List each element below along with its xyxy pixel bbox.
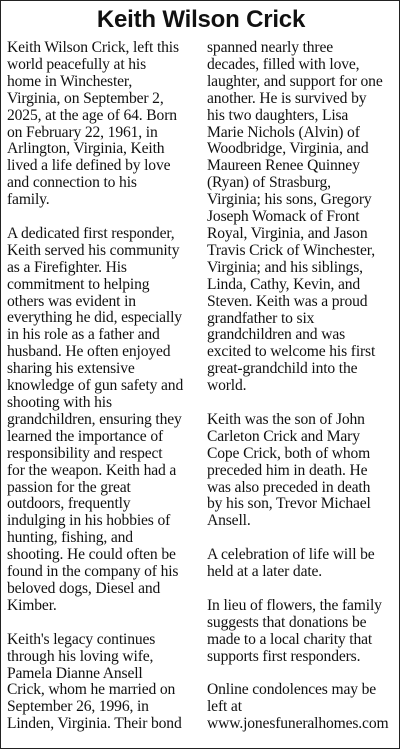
- text-line: left at: [207, 698, 242, 716]
- text-line: everything he did, especially: [7, 309, 182, 327]
- text-line: 2025, at the age of 64. Born: [7, 106, 177, 124]
- text-line: spanned nearly three: [207, 39, 334, 56]
- text-line: Virginia, on September 2,: [7, 89, 164, 107]
- text-line: indulging in his hobbies of: [7, 512, 171, 530]
- text-line: commitment to helping: [7, 275, 150, 293]
- paragraph-flowers: [207, 598, 400, 666]
- text-line: husband. He often enjoyed: [7, 343, 171, 361]
- text-line: A dedicated first responder,: [7, 224, 175, 242]
- text-line: Ansell.: [207, 512, 251, 530]
- text-line: beloved dogs, Diesel and: [7, 579, 161, 597]
- text-line: Travis Crick of Winchester,: [207, 241, 375, 259]
- text-line: for the weapon. Keith had a: [7, 461, 177, 479]
- text-line: suggests that donations be: [207, 613, 367, 631]
- text-line: supports first responders.: [207, 647, 361, 665]
- text-line: found in the company of his: [7, 563, 179, 581]
- text-line: made to a local charity that: [207, 630, 373, 648]
- obituary-title: Keith Wilson Crick: [96, 6, 306, 33]
- text-line: Woodbridge, Virginia, and: [207, 140, 369, 158]
- text-line: world peacefully at his: [7, 55, 147, 73]
- text-line: learned the importance of: [7, 427, 164, 445]
- text-line: Keith was the son of John: [207, 410, 365, 428]
- text-line: family.: [7, 191, 50, 209]
- text-line: shooting. He could often be: [7, 546, 176, 564]
- left-column: [7, 40, 201, 733]
- text-line: as a Firefighter. His: [7, 258, 127, 276]
- text-line: Linda, Cathy, Kevin, and: [207, 275, 361, 293]
- paragraph-survivors: [207, 40, 400, 395]
- text-line: decades, filled with love,: [207, 55, 360, 73]
- text-line: Cope Crick, both of whom: [207, 444, 371, 462]
- text-line: Joseph Womack of Front: [207, 208, 360, 226]
- paragraph-first-responder: [7, 226, 201, 615]
- paragraph-condolences: [207, 682, 400, 733]
- text-line: grandchildren and was: [207, 326, 346, 344]
- text-line: preceded him in death. He: [207, 461, 368, 479]
- text-line: Virginia; his sons, Gregory: [207, 191, 372, 209]
- text-line: passion for the great: [7, 478, 131, 496]
- text-line: Kimber.: [7, 596, 57, 614]
- text-line: Linden, Virginia. Their bond: [7, 715, 182, 733]
- condolences-website: www.jonesfuneralhomes.com: [207, 715, 389, 733]
- text-line: Royal, Virginia, and Jason: [207, 224, 368, 242]
- text-line: Keith served his community: [7, 241, 180, 259]
- text-line: Carleton Crick and Mary: [207, 427, 360, 445]
- paragraph-legacy: [7, 632, 201, 733]
- text-line: knowledge of gun safety and: [7, 377, 184, 395]
- text-line: Maureen Renee Quinney: [207, 157, 360, 175]
- text-line: Keith Wilson Crick, left this: [7, 39, 179, 56]
- text-line: Virginia; and his siblings,: [207, 258, 363, 276]
- text-line: September 26, 1996, in: [7, 698, 149, 716]
- text-line: by his son, Trevor Michael: [207, 495, 371, 513]
- text-line: held at a later date.: [207, 563, 323, 581]
- text-line: (Ryan) of Strasburg,: [207, 174, 331, 192]
- text-line: Marie Nichols (Alvin) of: [207, 123, 360, 141]
- text-line: shooting with his: [7, 394, 112, 412]
- text-line: outdoors, frequently: [7, 495, 131, 513]
- text-line: home in Winchester,: [7, 72, 133, 90]
- text-line: grandfather to six: [207, 309, 315, 327]
- text-line: world.: [207, 377, 247, 395]
- text-line: lived a life defined by love: [7, 157, 171, 175]
- paragraph-celebration: [207, 547, 400, 581]
- text-line: sharing his extensive: [7, 360, 135, 378]
- text-line: through his loving wife,: [7, 647, 154, 665]
- text-line: responsibility and respect: [7, 444, 163, 462]
- text-line: another. He is survived by: [207, 89, 367, 107]
- paragraph-parents: [207, 412, 400, 530]
- text-line: Crick, whom he married on: [7, 681, 176, 699]
- text-line: was also preceded in death: [207, 478, 371, 496]
- text-line: on February 22, 1961, in: [7, 123, 158, 141]
- text-line: his two daughters, Lisa: [207, 106, 349, 124]
- text-line: Steven. Keith was a proud: [207, 292, 368, 310]
- text-line: Pamela Dianne Ansell: [7, 664, 143, 682]
- text-line: excited to welcome his first: [207, 343, 376, 361]
- text-line: others was evident in: [7, 292, 136, 310]
- text-line: hunting, fishing, and: [7, 529, 133, 547]
- text-line: in his role as a father and: [7, 326, 160, 344]
- text-line: In lieu of flowers, the family: [207, 596, 382, 614]
- text-line: laughter, and support for one: [207, 72, 383, 90]
- text-line: Arlington, Virginia, Keith: [7, 140, 165, 158]
- paragraph-intro: [7, 40, 201, 209]
- text-line: great-grandchild into the: [207, 360, 358, 378]
- text-line: Online condolences may be: [207, 681, 377, 699]
- text-line: and connection to his: [7, 174, 137, 192]
- right-column: [207, 40, 400, 733]
- text-line: grandchildren, ensuring they: [7, 410, 182, 428]
- text-line: A celebration of life will be: [207, 546, 375, 564]
- text-line: Keith's legacy continues: [7, 630, 156, 648]
